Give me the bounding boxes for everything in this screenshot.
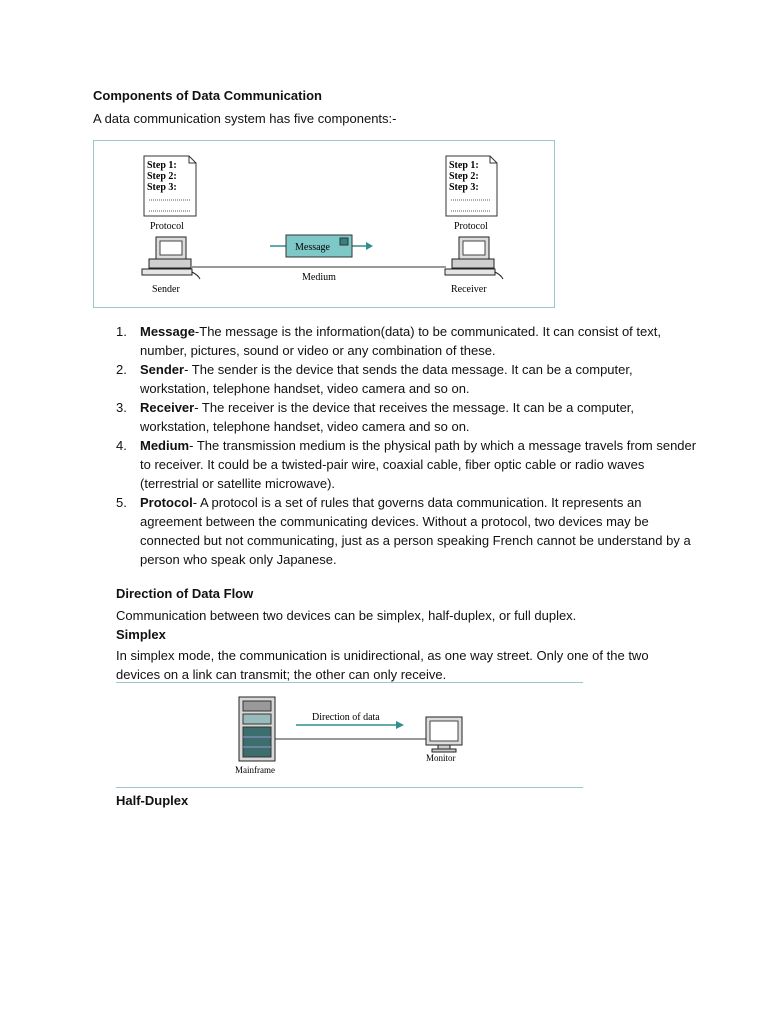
right-protocol-label: Protocol	[454, 221, 488, 232]
item-term: Protocol	[140, 495, 193, 510]
sender-label: Sender	[152, 284, 180, 295]
item-text: -The message is the information(data) to be communicated. It can consist of text, number, pictures, sound or video or any combination of these.	[140, 324, 661, 358]
page-title: Components of Data Communication	[93, 88, 322, 103]
monitor-label: Monitor	[426, 753, 456, 763]
item-term: Sender	[140, 362, 185, 377]
components-list	[116, 322, 700, 569]
item-number: 3.	[116, 400, 127, 415]
simplex-heading: Simplex	[116, 627, 166, 642]
half-duplex-heading: Half-Duplex	[116, 793, 189, 808]
sender-computer-icon	[142, 237, 200, 279]
components-figure	[93, 140, 555, 308]
item-term: Message	[140, 324, 195, 339]
right-protocol-document	[446, 156, 497, 232]
item-term: Receiver	[140, 400, 195, 415]
list-item	[116, 436, 700, 493]
left-step-1: Step 1:	[147, 160, 177, 171]
item-number: 2.	[116, 362, 127, 377]
item-text: - The sender is the device that sends the data message. It can be a computer, workstation, telephone handset, video camera and so on.	[140, 362, 633, 396]
monitor-icon	[426, 717, 462, 752]
intro-text: A data communication system has five components:-	[93, 111, 397, 126]
item-text: - The transmission medium is the physical path by which a message travels from sender to receiver. It could be a twisted-pair wire, coaxial cable, fiber optic cable or radio waves (terrestrial or satellite microwave).	[140, 438, 697, 491]
item-text: - A protocol is a set of rules that governs data communication. It represents an agreement between the communicating devices. Without a protocol, two devices may be connected but not communicating, just as a person speaking French cannot be understand by a person who speak only Japanese.	[140, 495, 691, 567]
right-step-2: Step 2:	[449, 171, 479, 182]
mainframe-label: Mainframe	[235, 765, 275, 775]
medium-label: Medium	[302, 272, 336, 283]
list-item	[116, 398, 700, 436]
simplex-figure	[116, 682, 583, 788]
direction-label: Direction of data	[312, 712, 380, 723]
message-label: Message	[295, 242, 330, 253]
left-protocol-document	[144, 156, 196, 232]
right-step-3: Step 3:	[449, 182, 479, 193]
list-item	[116, 493, 700, 569]
right-step-1: Step 1:	[449, 160, 479, 171]
left-step-2: Step 2:	[147, 171, 177, 182]
receiver-computer-icon	[445, 237, 503, 279]
simplex-diagram	[116, 683, 583, 787]
item-number: 5.	[116, 495, 127, 510]
simplex-text: In simplex mode, the communication is unidirectional, as one way street. Only one of the two devices on a link can transmit; the other can only receive.	[116, 648, 649, 682]
left-protocol-label: Protocol	[150, 221, 184, 232]
mainframe-icon	[239, 697, 275, 761]
list-item	[116, 322, 700, 360]
direction-heading: Direction of Data Flow	[116, 586, 254, 601]
item-number: 1.	[116, 324, 127, 339]
left-step-3: Step 3:	[147, 182, 177, 193]
item-text: - The receiver is the device that receives the message. It can be a computer, workstation, telephone handset, video camera and so on.	[140, 400, 635, 434]
list-item	[116, 360, 700, 398]
components-diagram	[94, 141, 554, 307]
direction-text: Communication between two devices can be simplex, half-duplex, or full duplex.	[116, 608, 577, 623]
receiver-label: Receiver	[451, 284, 487, 295]
item-number: 4.	[116, 438, 127, 453]
item-term: Medium	[140, 438, 190, 453]
